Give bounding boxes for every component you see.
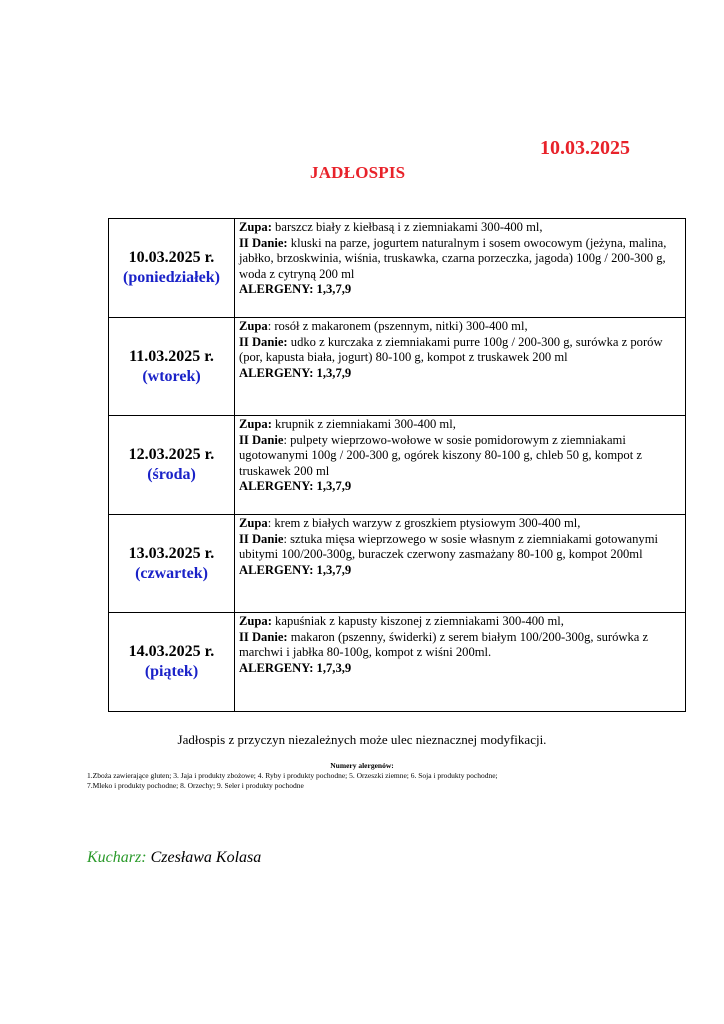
day-cell bbox=[109, 416, 235, 515]
main-text: : sztuka mięsa wieprzowego w sosie własnym z ziemniakami gotowanymi ubitymi 100/200-300g, buraczek czerwony zasmażany 80-100 g, kompot 200ml bbox=[239, 531, 659, 561]
menu-date: 10.03.2025 bbox=[540, 137, 630, 159]
allergen-legend-title: Numery alergenów: bbox=[330, 761, 394, 770]
table-row bbox=[109, 515, 686, 613]
day-date: 12.03.2025 r. bbox=[128, 446, 215, 463]
day-cell bbox=[109, 613, 235, 712]
main-label: II Danie bbox=[239, 432, 284, 447]
main-text: : pulpety wieprzowo-wołowe w sosie pomidorowym z ziemniakami ugotowanymi 100g / 200-300 g, ogórek kiszony 80-100 g, chleb 50 g, kompot z truskawek 200 ml bbox=[239, 432, 642, 478]
meal-cell bbox=[235, 515, 686, 613]
table-row bbox=[109, 416, 686, 515]
soup-label: Zupa: bbox=[239, 220, 272, 234]
day-weekday: (wtorek) bbox=[142, 367, 201, 385]
cook-name: Czesława Kolasa bbox=[146, 849, 262, 866]
meal-cell bbox=[235, 318, 686, 416]
day-weekday: (poniedziałek) bbox=[123, 269, 220, 286]
main-label: II Danie: bbox=[239, 629, 288, 644]
soup-text: barszcz biały z kiełbasą i z ziemniakami 300-400 ml, bbox=[271, 220, 543, 234]
allergens: ALERGENY: 1,3,7,9 bbox=[239, 365, 352, 380]
meal-cell bbox=[235, 219, 686, 318]
table-row bbox=[109, 219, 686, 318]
day-cell bbox=[109, 515, 235, 613]
soup-text: : rosół z makaronem (pszennym, nitki) 300-400 ml, bbox=[267, 319, 528, 333]
main-label: II Danie: bbox=[239, 334, 288, 349]
main-text: udko z kurczaka z ziemniakami purre 100g / 200-300 g, surówka z porów (por, kapusta biała, jogurt) 80-100 g, kompot z truskawek 200 ml bbox=[239, 334, 663, 364]
meal-cell bbox=[235, 613, 686, 712]
table-row bbox=[109, 613, 686, 712]
cook-role: Kucharz: bbox=[87, 849, 147, 866]
day-weekday: (czwartek) bbox=[135, 564, 208, 582]
soup-label: Zupa bbox=[239, 319, 268, 333]
table-row bbox=[109, 318, 686, 416]
day-cell bbox=[109, 318, 235, 416]
soup-text: kapuśniak z kapusty kiszonej z ziemniakami 300-400 ml, bbox=[271, 614, 564, 628]
day-weekday: (piątek) bbox=[144, 663, 199, 680]
allergens: ALERGENY: 1,7,3,9 bbox=[239, 660, 352, 675]
main-label: II Danie bbox=[239, 531, 284, 546]
modification-note: Jadłospis z przyczyn niezależnych może ulec nieznacznej modyfikacji. bbox=[177, 732, 547, 747]
day-weekday: (środa) bbox=[147, 466, 196, 483]
allergen-legend-line: 1.Zboża zawierające gluten; 3. Jaja i produkty zbożowe; 4. Ryby i produkty pochodne; 5. Orzeszki ziemne; 6. Soja i produkty pochodne; bbox=[87, 771, 498, 780]
menu-table bbox=[108, 218, 686, 712]
main-label: II Danie: bbox=[239, 235, 288, 250]
soup-label: Zupa: bbox=[239, 417, 272, 431]
day-date: 13.03.2025 r. bbox=[128, 544, 215, 562]
day-date: 10.03.2025 r. bbox=[128, 249, 215, 266]
soup-label: Zupa bbox=[239, 516, 268, 530]
allergen-legend-line: 7.Mleko i produkty pochodne; 8. Orzechy; 9. Seler i produkty pochodne bbox=[87, 781, 304, 790]
allergens: ALERGENY: 1,3,7,9 bbox=[239, 282, 352, 296]
page-title: JADŁOSPIS bbox=[310, 163, 406, 182]
allergens: ALERGENY: 1,3,7,9 bbox=[239, 562, 352, 577]
soup-text: krupnik z ziemniakami 300-400 ml, bbox=[271, 417, 456, 431]
day-cell bbox=[109, 219, 235, 318]
soup-label: Zupa: bbox=[239, 614, 272, 628]
main-text: makaron (pszenny, świderki) z serem białym 100/200-300g, surówka z marchwi i jabłka 80-100g, kompot z wiśni 200ml. bbox=[239, 629, 649, 659]
day-date: 11.03.2025 r. bbox=[129, 347, 214, 365]
meal-cell bbox=[235, 416, 686, 515]
cook-signature bbox=[87, 849, 261, 867]
allergens: ALERGENY: 1,3,7,9 bbox=[239, 479, 352, 493]
main-text: kluski na parze, jogurtem naturalnym i sosem owocowym (jeżyna, malina, jabłko, brzoskwinia, wiśnia, truskawka, czarna porzeczka, jagoda) 100g / 200-300 g, woda z cytryną 200 ml bbox=[239, 235, 667, 281]
day-date: 14.03.2025 r. bbox=[128, 643, 215, 660]
soup-text: : krem z białych warzyw z groszkiem ptysiowym 300-400 ml, bbox=[267, 516, 581, 530]
